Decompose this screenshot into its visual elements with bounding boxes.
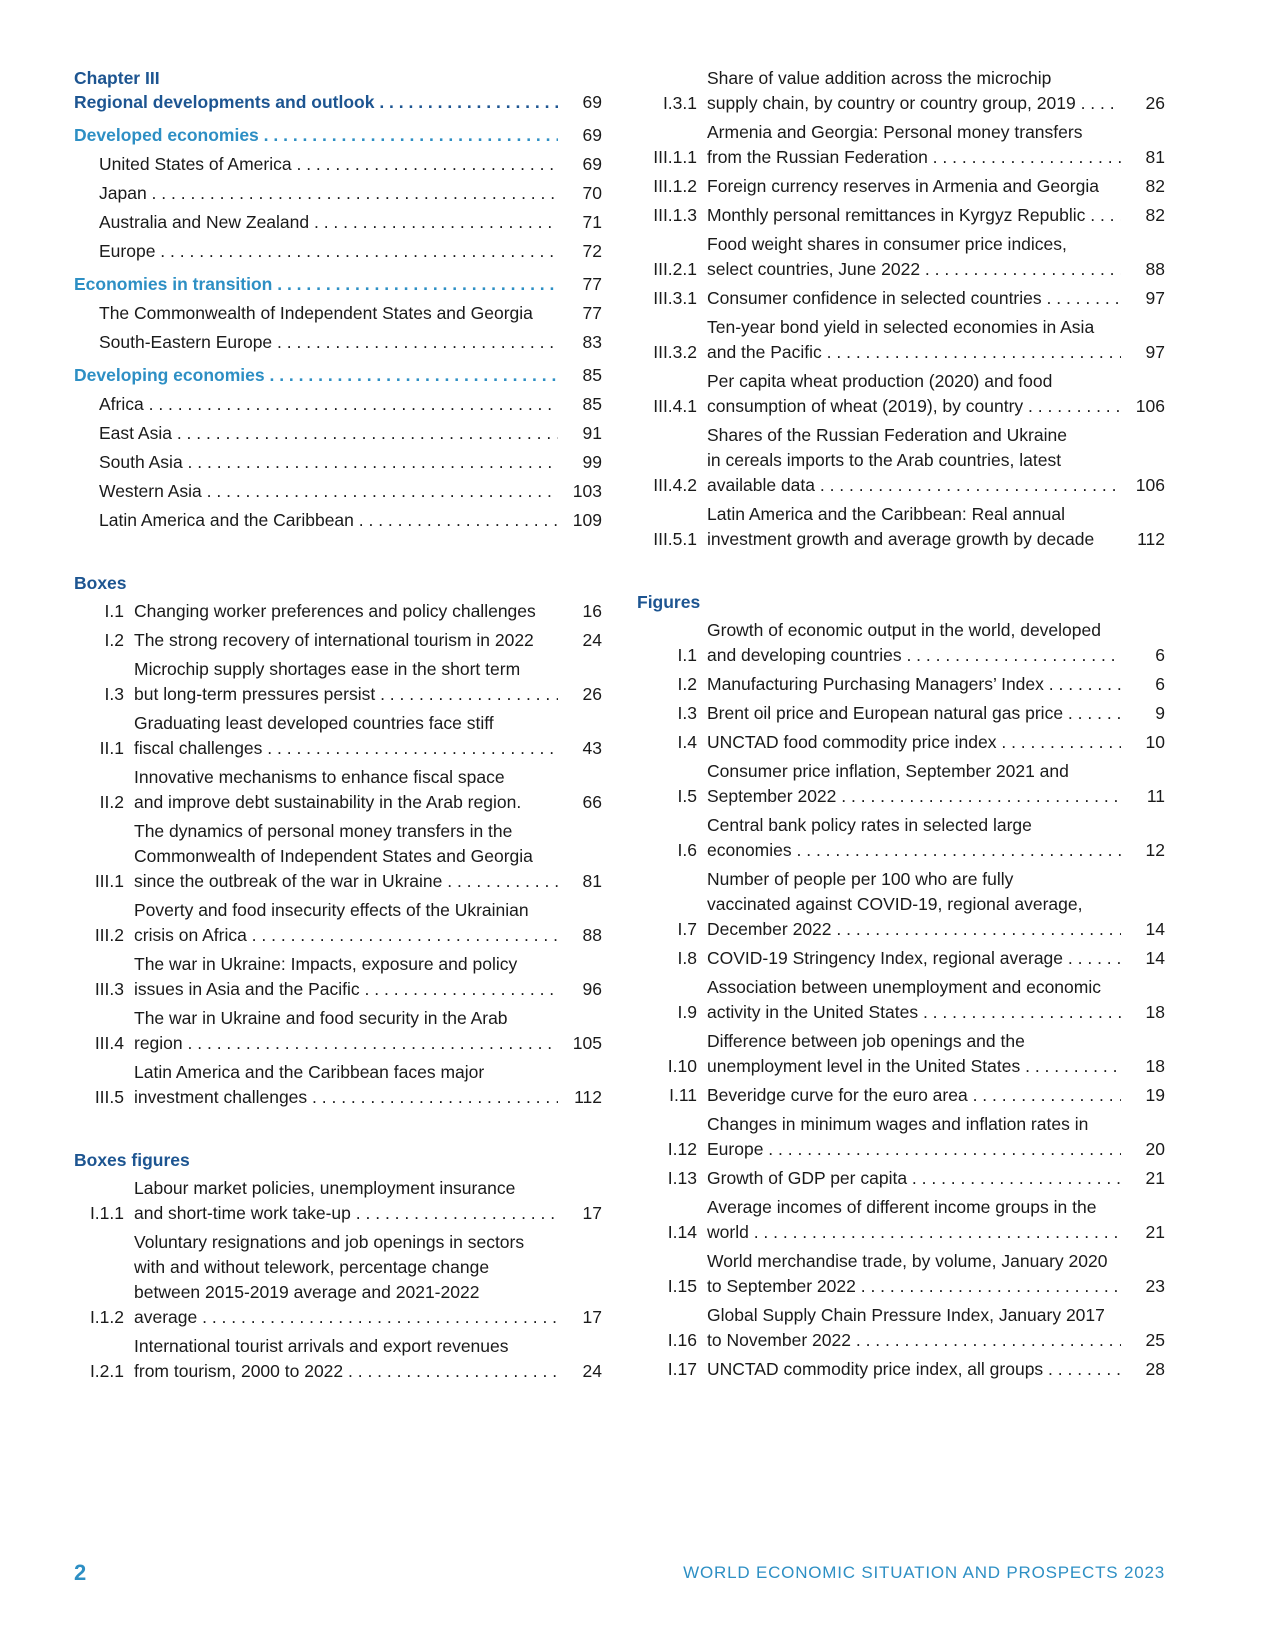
toc-entry-line: The dynamics of personal money transfers in the bbox=[134, 821, 513, 841]
toc-entry-page: 66 bbox=[582, 792, 602, 812]
toc-entry-number: I.13 bbox=[667, 1168, 697, 1188]
toc-entry-page: 14 bbox=[1145, 919, 1165, 939]
toc-entry-number: III.1 bbox=[94, 871, 124, 891]
toc-entry-page: 18 bbox=[1145, 1056, 1165, 1076]
chapter-title: Regional developments and outlook . . . bbox=[74, 90, 558, 115]
toc-entry-line: to September 2022 . . . bbox=[707, 1274, 1121, 1299]
toc-entry-text bbox=[134, 1230, 558, 1330]
toc-entry-page: 88 bbox=[582, 925, 602, 945]
toc-entry-page: 16 bbox=[582, 601, 602, 621]
toc-entry-number: III.3 bbox=[94, 979, 124, 999]
toc-entry-page: 83 bbox=[582, 332, 602, 352]
toc-entry-text: South-Eastern Europe . . . bbox=[99, 330, 558, 355]
toc-entry[interactable] bbox=[74, 210, 602, 235]
toc-entry-page: 97 bbox=[1145, 288, 1165, 308]
toc-entry-line: available data . . . bbox=[707, 473, 1121, 498]
toc-entry-number: II.2 bbox=[99, 792, 124, 812]
toc-entry-number: I.1 bbox=[677, 645, 697, 665]
toc-entry-page: 96 bbox=[582, 979, 602, 999]
toc-entry[interactable] bbox=[74, 819, 602, 894]
toc-entry-text bbox=[707, 1166, 1121, 1191]
toc-entry-line: in cereals imports to the Arab countries, latest bbox=[707, 450, 1062, 470]
toc-entry-number: I.1 bbox=[104, 601, 124, 621]
toc-entry-page: 77 bbox=[582, 303, 602, 323]
toc-entry-text bbox=[707, 813, 1121, 863]
toc-entry[interactable] bbox=[74, 479, 602, 504]
toc-entry-line: region . . . bbox=[134, 1031, 558, 1056]
toc-entry-text: Japan . . . bbox=[99, 181, 558, 206]
toc-entry-line: since the outbreak of the war in Ukraine . . . bbox=[134, 869, 558, 894]
toc-entry-text bbox=[134, 765, 558, 815]
toc-entry-line: between 2015-2019 average and 2021-2022 bbox=[134, 1282, 480, 1302]
toc-entry-line: but long-term pressures persist . . . bbox=[134, 682, 558, 707]
toc-entry[interactable] bbox=[637, 66, 1165, 116]
chapter-sections bbox=[74, 123, 602, 533]
toc-entry-text bbox=[707, 618, 1121, 668]
toc-entry-text bbox=[707, 1357, 1121, 1382]
toc-entry-number: III.1.1 bbox=[653, 147, 697, 167]
toc-entry[interactable] bbox=[637, 1166, 1165, 1191]
section-heading-page: 69 bbox=[582, 125, 602, 145]
toc-entry-page: 6 bbox=[1155, 674, 1165, 694]
toc-entry-number: I.3 bbox=[104, 684, 124, 704]
toc-entry-number: I.16 bbox=[667, 1330, 697, 1350]
toc-entry-number: III.4.1 bbox=[653, 396, 697, 416]
toc-entry[interactable] bbox=[74, 1230, 602, 1330]
toc-entry-page: 97 bbox=[1145, 342, 1165, 362]
toc-entry-text bbox=[707, 1083, 1121, 1108]
toc-entry-number: III.5.1 bbox=[653, 529, 697, 549]
toc-entry-line: Poverty and food insecurity effects of the Ukrainian bbox=[134, 900, 529, 920]
toc-entry-number: I.4 bbox=[677, 732, 697, 752]
toc-entry-line: International tourist arrivals and export revenues bbox=[134, 1336, 509, 1356]
toc-entry-line: Microchip supply shortages ease in the short term bbox=[134, 659, 521, 679]
toc-entry-line: world . . . bbox=[707, 1220, 1121, 1245]
boxes-figures-list bbox=[74, 1176, 602, 1384]
toc-entry-line: issues in Asia and the Pacific . . . bbox=[134, 977, 558, 1002]
toc-entry[interactable] bbox=[637, 946, 1165, 971]
toc-entry-page: 24 bbox=[582, 630, 602, 650]
toc-entry[interactable] bbox=[637, 1083, 1165, 1108]
toc-entry-line: UNCTAD commodity price index, all groups . . . bbox=[707, 1357, 1121, 1382]
section-heading-entry[interactable] bbox=[74, 363, 602, 388]
toc-entry-text bbox=[707, 946, 1121, 971]
toc-entry-text bbox=[707, 730, 1121, 755]
toc-entry-line: Per capita wheat production (2020) and food bbox=[707, 371, 1053, 391]
toc-entry[interactable] bbox=[74, 599, 602, 624]
section-heading-entry[interactable] bbox=[74, 123, 602, 148]
toc-entry-page: 106 bbox=[1135, 396, 1165, 416]
toc-entry-number: I.5 bbox=[677, 786, 697, 806]
section-heading-entry[interactable] bbox=[74, 272, 602, 297]
toc-entry[interactable] bbox=[637, 867, 1165, 942]
toc-entry-page: 91 bbox=[582, 423, 602, 443]
toc-entry-text bbox=[134, 819, 558, 894]
toc-entry[interactable] bbox=[637, 502, 1165, 552]
toc-entry-line: from the Russian Federation . . . bbox=[707, 145, 1121, 170]
toc-entry-line: economies . . . bbox=[707, 838, 1121, 863]
toc-entry-text: United States of America . . . bbox=[99, 152, 558, 177]
toc-entry[interactable] bbox=[74, 239, 602, 264]
toc-entry-line: Beveridge curve for the euro area . . . bbox=[707, 1083, 1121, 1108]
toc-entry-text bbox=[707, 66, 1121, 116]
toc-entry-line: December 2022 . . . bbox=[707, 917, 1121, 942]
toc-entry-line: to November 2022 . . . bbox=[707, 1328, 1121, 1353]
toc-entry-line: The war in Ukraine: Impacts, exposure and policy bbox=[134, 954, 518, 974]
toc-entry-line: Growth of GDP per capita . . . bbox=[707, 1166, 1121, 1191]
toc-entry[interactable] bbox=[637, 232, 1165, 282]
toc-entry-line: The strong recovery of international tourism in 2022 bbox=[134, 630, 534, 650]
toc-entry-text bbox=[134, 952, 558, 1002]
toc-entry-text bbox=[707, 286, 1121, 311]
toc-entry-page: 81 bbox=[1145, 147, 1165, 167]
toc-entry-page: 88 bbox=[1145, 259, 1165, 279]
toc-entry-number: I.14 bbox=[667, 1222, 697, 1242]
toc-entry-line: Monthly personal remittances in Kyrgyz Republic . . . bbox=[707, 203, 1121, 228]
left-column bbox=[74, 66, 602, 1388]
toc-entry[interactable] bbox=[637, 813, 1165, 863]
toc-entry-page: 21 bbox=[1145, 1168, 1165, 1188]
toc-entry-text bbox=[707, 867, 1121, 942]
toc-entry-number: I.1.1 bbox=[89, 1203, 124, 1223]
toc-entry-line: select countries, June 2022 . . . bbox=[707, 257, 1121, 282]
toc-entry-number: III.1.2 bbox=[653, 176, 697, 196]
toc-entry[interactable] bbox=[74, 765, 602, 815]
toc-entry-number: III.4.2 bbox=[653, 475, 697, 495]
toc-entry-line: and developing countries . . . bbox=[707, 643, 1121, 668]
toc-entry-line: The war in Ukraine and food security in the Arab bbox=[134, 1008, 508, 1028]
toc-entry-line: fiscal challenges . . . bbox=[134, 736, 558, 761]
toc-entry-page: 72 bbox=[582, 241, 602, 261]
toc-entry-line: Changing worker preferences and policy challenges bbox=[134, 601, 536, 621]
toc-entry[interactable] bbox=[74, 301, 602, 326]
toc-entry-text bbox=[707, 759, 1121, 809]
toc-entry-number: III.2.1 bbox=[653, 259, 697, 279]
figures-list bbox=[637, 618, 1165, 1382]
toc-entry-line: Graduating least developed countries face stiff bbox=[134, 713, 494, 733]
toc-entry-page: 28 bbox=[1145, 1359, 1165, 1379]
toc-entry-page: 18 bbox=[1145, 1002, 1165, 1022]
toc-entry-text bbox=[707, 502, 1121, 552]
toc-entry-text: Australia and New Zealand . . . bbox=[99, 210, 558, 235]
toc-entry-text bbox=[134, 898, 558, 948]
right-column bbox=[637, 66, 1165, 1386]
toc-entry-line: from tourism, 2000 to 2022 . . . bbox=[134, 1359, 558, 1384]
section-heading-text: Developed economies . . . bbox=[74, 123, 558, 148]
boxes-heading: Boxes bbox=[74, 573, 127, 593]
toc-entry[interactable] bbox=[637, 672, 1165, 697]
toc-entry-page: 9 bbox=[1155, 703, 1165, 723]
toc-entry-page: 70 bbox=[582, 183, 602, 203]
toc-entry-text bbox=[707, 174, 1121, 199]
toc-entry-number: I.3.1 bbox=[662, 93, 697, 113]
toc-entry-number: III.4 bbox=[94, 1033, 124, 1053]
toc-entry[interactable] bbox=[637, 759, 1165, 809]
toc-entry-line: crisis on Africa . . . bbox=[134, 923, 558, 948]
toc-entry[interactable] bbox=[74, 1334, 602, 1384]
toc-entry-page: 26 bbox=[582, 684, 602, 704]
toc-entry-number: II.1 bbox=[99, 738, 124, 758]
figures-heading: Figures bbox=[637, 592, 701, 612]
toc-entry-line: with and without telework, percentage change bbox=[134, 1257, 490, 1277]
publication-title: WORLD ECONOMIC SITUATION AND PROSPECTS 2023 bbox=[683, 1563, 1165, 1582]
toc-entry[interactable] bbox=[74, 1006, 602, 1056]
toc-entry[interactable] bbox=[637, 618, 1165, 668]
toc-entry-line: Latin America and the Caribbean faces major bbox=[134, 1062, 485, 1082]
toc-entry-line: Number of people per 100 who are fully bbox=[707, 869, 1014, 889]
toc-entry-page: 17 bbox=[582, 1203, 602, 1223]
toc-entry-number: I.7 bbox=[677, 919, 697, 939]
toc-entry-text bbox=[707, 1249, 1121, 1299]
toc-entry[interactable] bbox=[637, 1249, 1165, 1299]
toc-entry-number: III.2 bbox=[94, 925, 124, 945]
toc-entry-number: I.3 bbox=[677, 703, 697, 723]
toc-entry-line: Foreign currency reserves in Armenia and Georgia bbox=[707, 176, 1099, 196]
toc-entry-text bbox=[707, 975, 1121, 1025]
toc-entry-line: Central bank policy rates in selected large bbox=[707, 815, 1032, 835]
toc-entry-text: South Asia . . . bbox=[99, 450, 558, 475]
toc-entry-number: III.3.1 bbox=[653, 288, 697, 308]
toc-entry-number: I.2 bbox=[677, 674, 697, 694]
toc-entry-text: East Asia . . . bbox=[99, 421, 558, 446]
section-heading-text: Economies in transition . . . bbox=[74, 272, 558, 297]
toc-entry-line: Labour market policies, unemployment insurance bbox=[134, 1178, 516, 1198]
toc-entry-text bbox=[134, 1334, 558, 1384]
toc-entry-line: Voluntary resignations and job openings in sectors bbox=[134, 1232, 525, 1252]
toc-entry-page: 23 bbox=[1145, 1276, 1165, 1296]
toc-entry-number: III.3.2 bbox=[653, 342, 697, 362]
toc-entry-line: consumption of wheat (2019), by country . . . bbox=[707, 394, 1121, 419]
toc-entry-text bbox=[134, 1176, 558, 1226]
toc-entry-line: Changes in minimum wages and inflation rates in bbox=[707, 1114, 1089, 1134]
toc-entry-line: Consumer price inflation, September 2021 and bbox=[707, 761, 1069, 781]
boxes-list bbox=[74, 599, 602, 1110]
toc-entry-page: 43 bbox=[582, 738, 602, 758]
toc-entry-line: Association between unemployment and economic bbox=[707, 977, 1101, 997]
toc-entry-page: 109 bbox=[572, 510, 602, 530]
section-heading-text: Developing economies . . . bbox=[74, 363, 558, 388]
toc-entry[interactable] bbox=[637, 120, 1165, 170]
toc-entry-page: 14 bbox=[1145, 948, 1165, 968]
toc-entry-number: I.12 bbox=[667, 1139, 697, 1159]
toc-entry-page: 82 bbox=[1145, 176, 1165, 196]
toc-entry-page: 71 bbox=[582, 212, 602, 232]
toc-entry-line: Share of value addition across the microchip bbox=[707, 68, 1052, 88]
toc-entry-line: Food weight shares in consumer price indices, bbox=[707, 234, 1067, 254]
toc-entry[interactable] bbox=[74, 1060, 602, 1110]
toc-entry-text bbox=[134, 1060, 558, 1110]
toc-entry-text bbox=[134, 711, 558, 761]
toc-entry[interactable] bbox=[637, 203, 1165, 228]
toc-entry-text bbox=[134, 1006, 558, 1056]
toc-entry-line: investment growth and average growth by decade bbox=[707, 529, 1095, 549]
toc-entry-page: 105 bbox=[572, 1033, 602, 1053]
toc-entry[interactable] bbox=[637, 315, 1165, 365]
toc-entry-line: and the Pacific . . . bbox=[707, 340, 1121, 365]
toc-entry-line: unemployment level in the United States . . . bbox=[707, 1054, 1121, 1079]
toc-entry-text bbox=[707, 1303, 1121, 1353]
toc-entry-text bbox=[707, 672, 1121, 697]
toc-entry-page: 112 bbox=[574, 1087, 602, 1107]
toc-entry[interactable] bbox=[74, 657, 602, 707]
toc-entry-line: Manufacturing Purchasing Managers’ Index . . . bbox=[707, 672, 1121, 697]
toc-entry-text bbox=[707, 315, 1121, 365]
toc-entry-number: III.5 bbox=[94, 1087, 124, 1107]
toc-entry-page: 17 bbox=[582, 1307, 602, 1327]
toc-entry-text bbox=[707, 120, 1121, 170]
toc-entry-number: I.17 bbox=[667, 1359, 697, 1379]
toc-entry-line: Ten-year bond yield in selected economies in Asia bbox=[707, 317, 1095, 337]
toc-entry-page: 112 bbox=[1137, 529, 1165, 549]
boxes-figures-list-continued bbox=[637, 66, 1165, 552]
toc-entry-text bbox=[707, 1029, 1121, 1079]
toc-entry[interactable] bbox=[637, 1112, 1165, 1162]
toc-entry-line: Average incomes of different income groups in the bbox=[707, 1197, 1097, 1217]
toc-entry-text bbox=[707, 1112, 1121, 1162]
toc-entry-line: COVID-19 Stringency Index, regional average . . . bbox=[707, 946, 1121, 971]
toc-entry-page: 26 bbox=[1145, 93, 1165, 113]
toc-entry-number: I.9 bbox=[677, 1002, 697, 1022]
toc-entry[interactable] bbox=[74, 181, 602, 206]
toc-entry-page: 10 bbox=[1145, 732, 1165, 752]
toc-entry-number: I.6 bbox=[677, 840, 697, 860]
toc-entry-line: Difference between job openings and the bbox=[707, 1031, 1025, 1051]
toc-entry-line: Consumer confidence in selected countries . . . bbox=[707, 286, 1121, 311]
toc-entry-line: and improve debt sustainability in the Arab region. bbox=[134, 792, 522, 812]
toc-entry-text: The Commonwealth of Independent States and Georgia bbox=[99, 303, 533, 323]
toc-entry-text bbox=[134, 599, 558, 624]
toc-entry[interactable] bbox=[74, 952, 602, 1002]
toc-entry-line: and short-time work take-up . . . bbox=[134, 1201, 558, 1226]
toc-entry[interactable] bbox=[637, 1195, 1165, 1245]
toc-entry-line: Commonwealth of Independent States and Georgia bbox=[134, 846, 533, 866]
toc-entry-page: 103 bbox=[572, 481, 602, 501]
toc-entry[interactable] bbox=[637, 1357, 1165, 1382]
toc-entry[interactable] bbox=[637, 286, 1165, 311]
toc-entry-page: 24 bbox=[582, 1361, 602, 1381]
toc-entry[interactable] bbox=[637, 174, 1165, 199]
toc-entry-text bbox=[707, 232, 1121, 282]
toc-entry-line: Shares of the Russian Federation and Ukraine bbox=[707, 425, 1067, 445]
toc-entry-text: Latin America and the Caribbean . . . bbox=[99, 508, 558, 533]
toc-entry-line: Europe . . . bbox=[707, 1137, 1121, 1162]
toc-entry-page: 19 bbox=[1145, 1085, 1165, 1105]
toc-entry[interactable] bbox=[74, 330, 602, 355]
toc-entry-page: 106 bbox=[1135, 475, 1165, 495]
toc-entry-line: Innovative mechanisms to enhance fiscal space bbox=[134, 767, 505, 787]
toc-entry-number: III.1.3 bbox=[653, 205, 697, 225]
toc-entry[interactable] bbox=[74, 450, 602, 475]
toc-entry-line: supply chain, by country or country group, 2019 . . . bbox=[707, 91, 1121, 116]
toc-entry-page: 21 bbox=[1145, 1222, 1165, 1242]
toc-entry-page: 6 bbox=[1155, 645, 1165, 665]
toc-entry-line: Latin America and the Caribbean: Real annual bbox=[707, 504, 1066, 524]
toc-entry-page: 85 bbox=[582, 394, 602, 414]
toc-entry-line: Brent oil price and European natural gas price . . . bbox=[707, 701, 1121, 726]
toc-entry[interactable] bbox=[74, 628, 602, 653]
toc-entry[interactable] bbox=[637, 423, 1165, 498]
toc-entry[interactable] bbox=[74, 152, 602, 177]
toc-entry-number: I.15 bbox=[667, 1276, 697, 1296]
toc-entry-text bbox=[134, 628, 558, 653]
toc-entry-number: I.8 bbox=[677, 948, 697, 968]
toc-entry-number: I.2 bbox=[104, 630, 124, 650]
toc-entry-number: I.10 bbox=[667, 1056, 697, 1076]
toc-entry-line: Growth of economic output in the world, developed bbox=[707, 620, 1101, 640]
toc-entry-text bbox=[707, 203, 1121, 228]
toc-entry[interactable] bbox=[637, 1303, 1165, 1353]
toc-entry-line: activity in the United States . . . bbox=[707, 1000, 1121, 1025]
page-number: 2 bbox=[74, 1560, 87, 1585]
toc-entry-text bbox=[134, 657, 558, 707]
toc-entry-text bbox=[707, 423, 1121, 498]
toc-entry-number: I.11 bbox=[669, 1085, 697, 1105]
toc-entry[interactable] bbox=[74, 898, 602, 948]
boxes-figures-heading: Boxes figures bbox=[74, 1150, 190, 1170]
toc-entry-page: 11 bbox=[1146, 786, 1165, 806]
toc-entry[interactable] bbox=[637, 1029, 1165, 1079]
chapter-title-entry[interactable] bbox=[74, 90, 602, 115]
toc-entry[interactable] bbox=[74, 508, 602, 533]
toc-entry-page: 81 bbox=[582, 871, 602, 891]
toc-entry-line: UNCTAD food commodity price index . . . bbox=[707, 730, 1121, 755]
toc-entry[interactable] bbox=[637, 730, 1165, 755]
toc-entry-number: I.1.2 bbox=[89, 1307, 124, 1327]
toc-entry-page: 12 bbox=[1145, 840, 1165, 860]
toc-entry-line: September 2022 . . . bbox=[707, 784, 1121, 809]
toc-entry-line: vaccinated against COVID-19, regional average, bbox=[707, 894, 1083, 914]
toc-entry-page: 20 bbox=[1145, 1139, 1165, 1159]
toc-entry[interactable] bbox=[637, 701, 1165, 726]
section-heading-page: 77 bbox=[582, 274, 602, 294]
toc-entry-number: I.2.1 bbox=[89, 1361, 124, 1381]
toc-entry[interactable] bbox=[74, 421, 602, 446]
toc-entry-text: Western Asia . . . bbox=[99, 479, 558, 504]
toc-entry-text: Africa . . . bbox=[99, 392, 558, 417]
toc-entry[interactable] bbox=[74, 711, 602, 761]
toc-entry-line: investment challenges . . . bbox=[134, 1085, 558, 1110]
toc-entry-line: Armenia and Georgia: Personal money transfers bbox=[707, 122, 1083, 142]
section-heading-page: 85 bbox=[582, 365, 602, 385]
toc-entry-line: World merchandise trade, by volume, January 2020 bbox=[707, 1251, 1108, 1271]
chapter-label: Chapter III bbox=[74, 68, 160, 88]
toc-entry-text bbox=[707, 369, 1121, 419]
toc-entry-page: 69 bbox=[582, 154, 602, 174]
toc-entry[interactable] bbox=[637, 369, 1165, 419]
toc-entry[interactable] bbox=[637, 975, 1165, 1025]
toc-entry-page: 99 bbox=[582, 452, 602, 472]
toc-entry-line: Global Supply Chain Pressure Index, January 2017 bbox=[707, 1305, 1105, 1325]
toc-entry-line: average . . . bbox=[134, 1305, 558, 1330]
chapter-title-page: 69 bbox=[582, 92, 602, 112]
toc-entry-page: 25 bbox=[1145, 1330, 1165, 1350]
toc-entry-text bbox=[707, 701, 1121, 726]
toc-entry-text bbox=[707, 1195, 1121, 1245]
toc-entry-page: 82 bbox=[1145, 205, 1165, 225]
toc-entry[interactable] bbox=[74, 1176, 602, 1226]
toc-entry-text: Europe . . . bbox=[99, 239, 558, 264]
toc-entry[interactable] bbox=[74, 392, 602, 417]
